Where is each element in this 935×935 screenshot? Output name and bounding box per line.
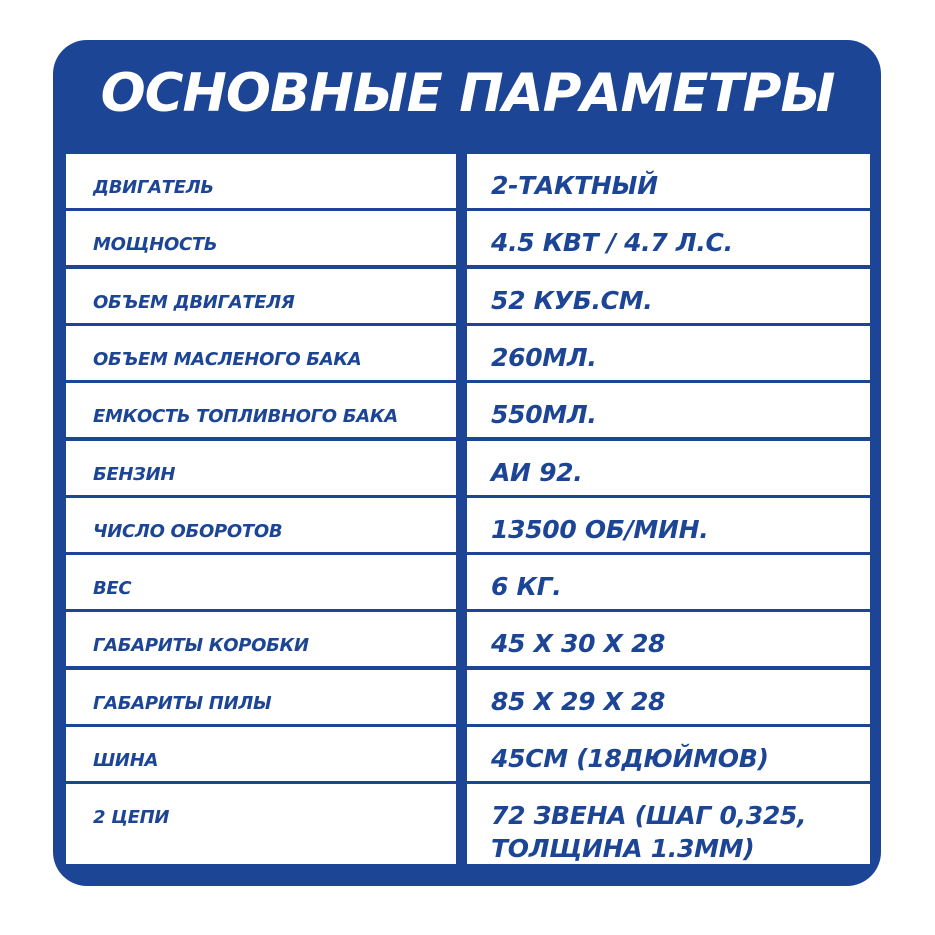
spec-value: 13500 ОБ/МИН.: [467, 498, 870, 552]
spec-name: ЕМКОСТЬ ТОПЛИВНОГО БАКА: [66, 383, 456, 437]
spec-value: 45 Х 30 Х 28: [467, 612, 870, 666]
spec-name: МОЩНОСТЬ: [66, 211, 456, 265]
spec-value: 260МЛ.: [467, 326, 870, 380]
spec-value: 6 КГ.: [467, 555, 870, 609]
spec-name: ОБЪЕМ ДВИГАТЕЛЯ: [66, 269, 456, 323]
spec-name: ДВИГАТЕЛЬ: [66, 154, 456, 208]
spec-name: ЧИСЛО ОБОРОТОВ: [66, 498, 456, 552]
spec-value: 550МЛ.: [467, 383, 870, 437]
spec-name: ГАБАРИТЫ ПИЛЫ: [66, 670, 456, 724]
spec-value: АИ 92.: [467, 441, 870, 495]
spec-name: ШИНА: [66, 727, 456, 781]
spec-value: 4.5 КВТ / 4.7 Л.С.: [467, 211, 870, 265]
spec-name: ГАБАРИТЫ КОРОБКИ: [66, 612, 456, 666]
spec-value: 52 КУБ.СМ.: [467, 269, 870, 323]
spec-name: 2 ЦЕПИ: [66, 784, 456, 864]
spec-name: БЕНЗИН: [66, 441, 456, 495]
spec-value: 2-ТАКТНЫЙ: [467, 154, 870, 208]
page-title: ОСНОВНЫЕ ПАРАМЕТРЫ: [100, 63, 835, 124]
spec-value: 85 Х 29 Х 28: [467, 670, 870, 724]
spec-name: ВЕС: [66, 555, 456, 609]
spec-value: 45СМ (18ДЮЙМОВ): [467, 727, 870, 781]
spec-value: 72 ЗВЕНА (ШАГ 0,325, ТОЛЩИНА 1.3ММ): [467, 784, 870, 864]
spec-name: ОБЪЕМ МАСЛЕНОГО БАКА: [66, 326, 456, 380]
